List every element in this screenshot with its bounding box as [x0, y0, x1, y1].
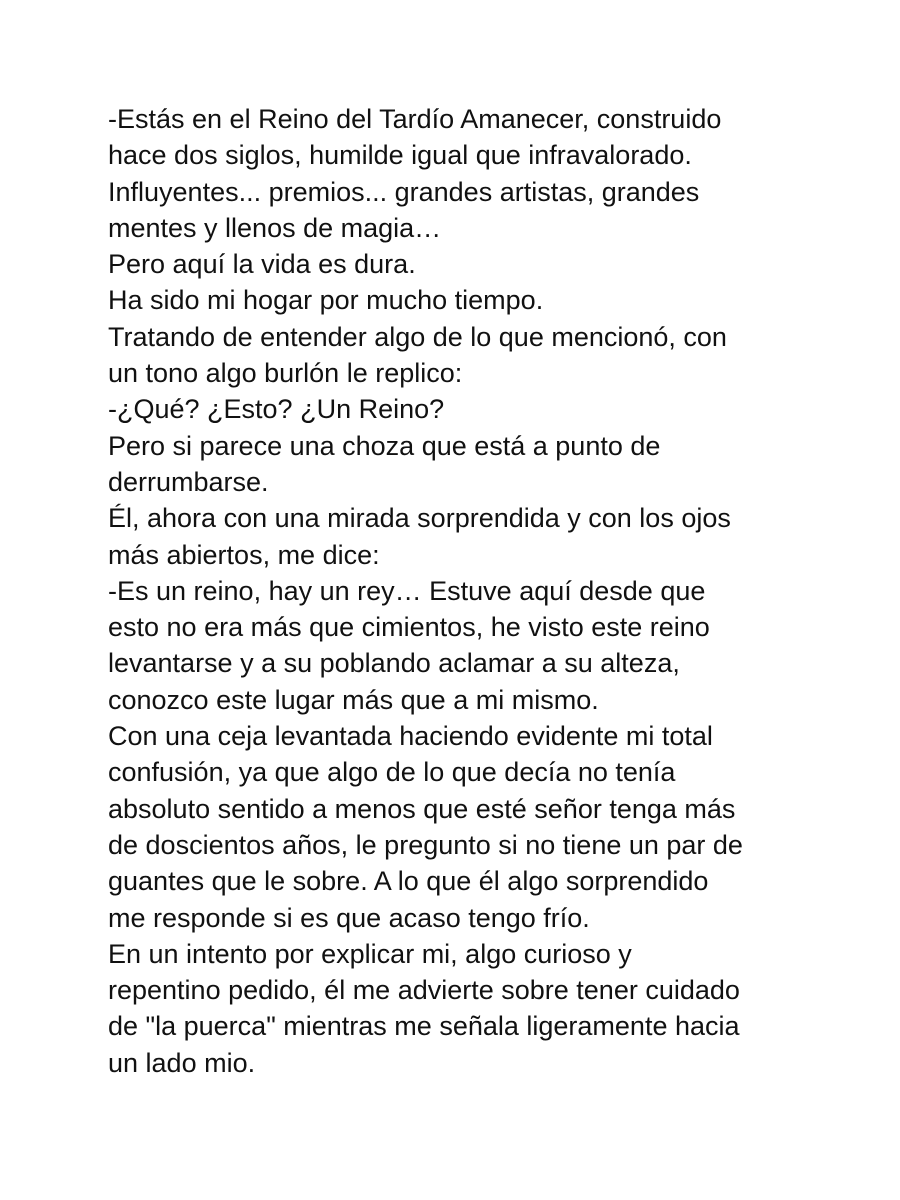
text-line: Tratando de entender algo de lo que mencionó, con: [108, 321, 727, 352]
text-line: derrumbarse.: [108, 466, 269, 497]
text-line: Él, ahora con una mirada sorprendida y con los ojos: [108, 503, 731, 534]
text-line: repentino pedido, él me advierte sobre tener cuidado: [108, 975, 740, 1006]
text-line: absoluto sentido a menos que esté señor tenga más: [108, 793, 736, 824]
text-line: -¿Qué? ¿Esto? ¿Un Reino?: [108, 394, 445, 425]
text-line: Con una ceja levantada haciendo evidente mi total: [108, 721, 713, 752]
text-line: un lado mio.: [108, 1047, 256, 1078]
text-line: esto no era más que cimientos, he visto este reino: [108, 612, 710, 643]
text-line: En un intento por explicar mi, algo curioso y: [108, 938, 632, 969]
text-line: conozco este lugar más que a mi mismo.: [108, 684, 599, 715]
text-line: Influyentes... premios... grandes artistas, grandes: [108, 176, 700, 207]
text-line: me responde si es que acaso tengo frío.: [108, 902, 590, 933]
body-text: [108, 101, 808, 1081]
text-line: Ha sido mi hogar por mucho tiempo.: [108, 285, 544, 316]
text-line: guantes que le sobre. A lo que él algo sorprendido: [108, 866, 709, 897]
text-line: Pero aquí la vida es dura.: [108, 249, 416, 280]
text-line: un tono algo burlón le replico:: [108, 358, 463, 389]
text-line: levantarse y a su poblando aclamar a su alteza,: [108, 648, 680, 679]
text-line: de doscientos años, le pregunto si no tiene un par de: [108, 829, 743, 860]
text-line: -Es un reino, hay un rey… Estuve aquí desde que: [108, 575, 706, 606]
text-line: -Estás en el Reino del Tardío Amanecer, construido: [108, 104, 722, 134]
text-line: Pero si parece una choza que está a punto de: [108, 430, 661, 461]
text-line: de "la puerca" mientras me señala ligeramente hacia: [108, 1011, 740, 1042]
text-line: hace dos siglos, humilde igual que infravalorado.: [108, 140, 692, 171]
text-line: más abiertos, me dice:: [108, 539, 380, 570]
text-line: confusión, ya que algo de lo que decía no tenía: [108, 757, 676, 788]
text-line: mentes y llenos de magia…: [108, 212, 442, 243]
